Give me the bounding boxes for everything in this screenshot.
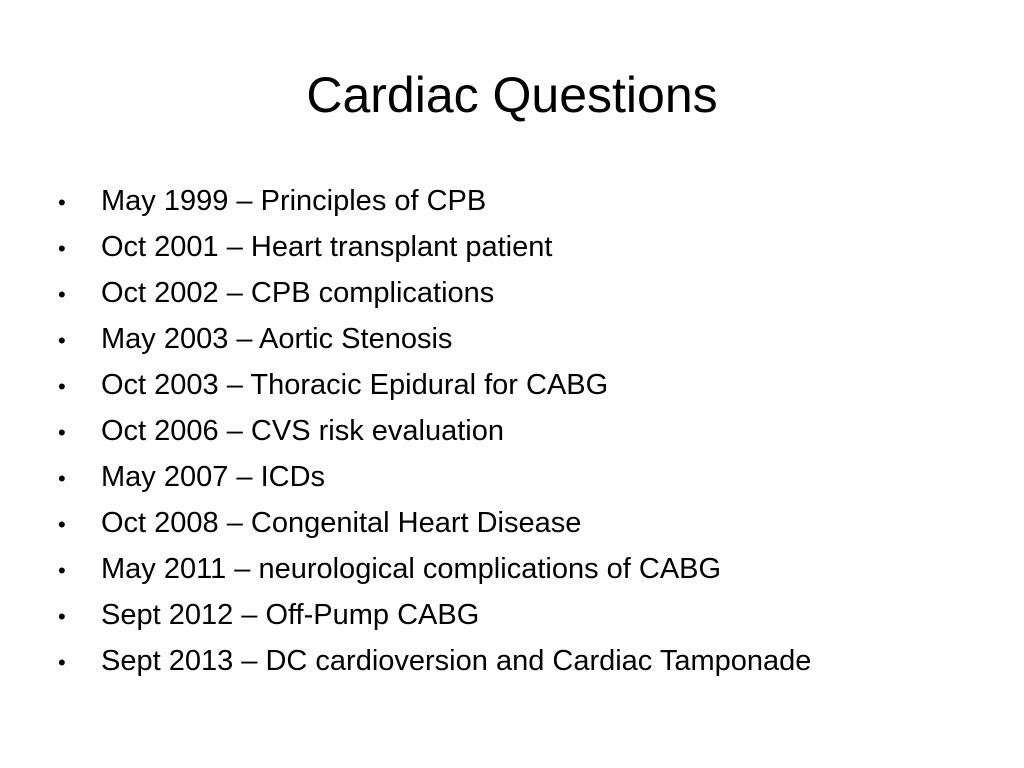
- list-item: [58, 638, 988, 684]
- list-item: [58, 408, 988, 454]
- list-item-text: Oct 2003 – Thoracic Epidural for CABG: [101, 369, 609, 401]
- list-item: [58, 224, 988, 270]
- list-item-text: Sept 2013 – DC cardioversion and Cardiac Tamponade: [101, 645, 812, 677]
- slide-title: Cardiac Questions: [306, 67, 718, 123]
- list-item-text: May 1999 – Principles of CPB: [101, 185, 487, 217]
- list-item: [58, 500, 988, 546]
- list-item-text: Oct 2008 – Congenital Heart Disease: [101, 507, 582, 539]
- list-item: [58, 178, 988, 224]
- bullet-icon: •: [58, 190, 66, 215]
- bullet-icon: •: [58, 512, 66, 537]
- list-item-text: May 2011 – neurological complications of CABG: [101, 553, 722, 585]
- bullet-icon: •: [58, 466, 66, 491]
- list-item-text: May 2003 – Aortic Stenosis: [101, 323, 453, 355]
- bullet-icon: •: [58, 282, 66, 307]
- bullet-list: [58, 178, 988, 684]
- list-item-text: Sept 2012 – Off-Pump CABG: [101, 599, 480, 631]
- list-item: [58, 454, 988, 500]
- list-item-text: May 2007 – ICDs: [101, 461, 326, 493]
- list-item: [58, 362, 988, 408]
- list-item: [58, 592, 988, 638]
- bullet-icon: •: [58, 236, 66, 261]
- bullet-icon: •: [58, 604, 66, 629]
- list-item-text: Oct 2002 – CPB complications: [101, 277, 495, 309]
- bullet-icon: •: [58, 328, 66, 353]
- list-item: [58, 270, 988, 316]
- bullet-icon: •: [58, 374, 66, 399]
- list-item-text: Oct 2006 – CVS risk evaluation: [101, 415, 504, 447]
- list-item: [58, 316, 988, 362]
- list-item-text: Oct 2001 – Heart transplant patient: [101, 231, 553, 263]
- bullet-icon: •: [58, 558, 66, 583]
- bullet-icon: •: [58, 420, 66, 445]
- list-item: [58, 546, 988, 592]
- bullet-icon: •: [58, 650, 66, 675]
